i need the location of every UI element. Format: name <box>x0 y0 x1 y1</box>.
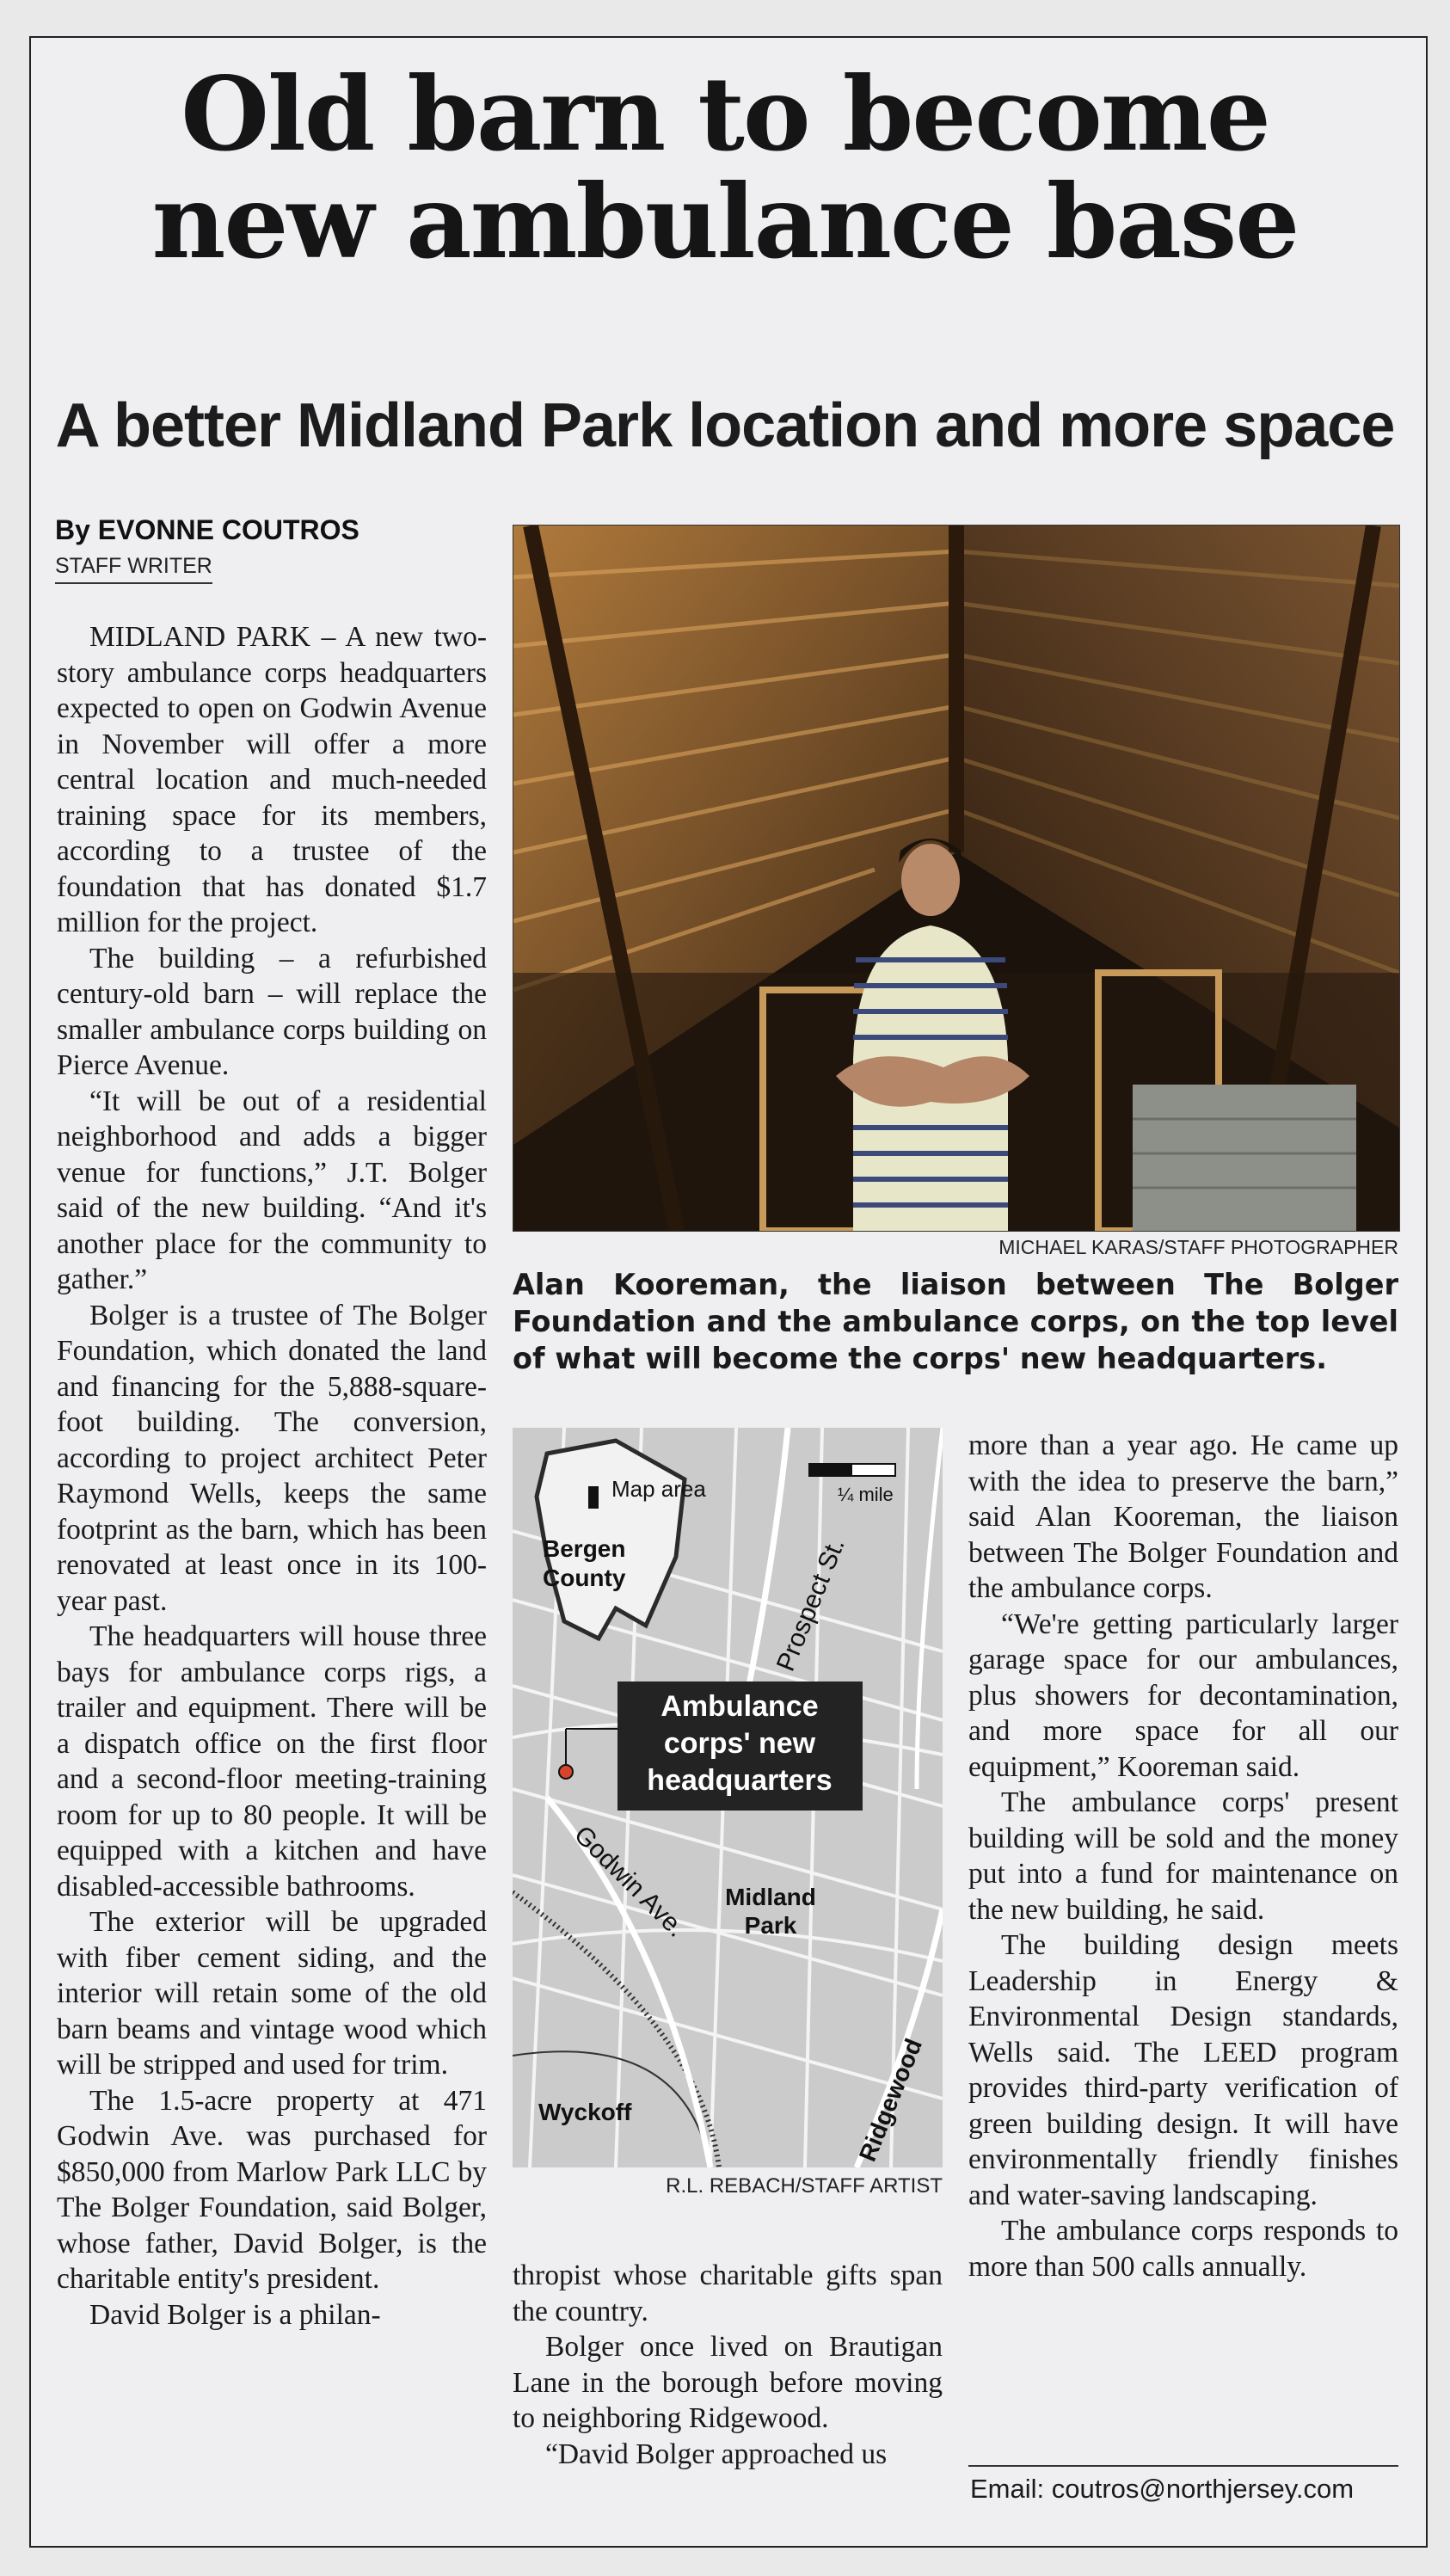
map-inset-label: Map area <box>611 1476 706 1502</box>
headline-line-1: Old barn to become <box>181 54 1269 174</box>
paragraph: thropist whose charitable gifts span the country. <box>513 2259 943 2327</box>
article-column-3 <box>968 1428 1398 2284</box>
callout-line-3: headquarters <box>647 1764 833 1797</box>
county-label-line-1: Bergen <box>543 1535 626 1562</box>
street-label-prospect: Prospect St. <box>771 1534 851 1675</box>
email-divider <box>968 2465 1398 2467</box>
locator-map <box>513 1428 943 2167</box>
paragraph: The building – a refurbished century-old barn – will replace the smaller ambulance corps building on Pierce Avenue. <box>57 942 487 1081</box>
barn-interior-photo <box>513 525 1400 1232</box>
callout-line-2: corps' new <box>663 1727 816 1760</box>
paragraph: Bolger once lived on Brautigan Lane in the borough before moving to neighboring Ridgewood. <box>513 2331 943 2434</box>
town-label-ridgewood: Ridgewood <box>853 2034 928 2166</box>
paragraph: “David Bolger approached us <box>545 2438 888 2470</box>
photo-caption: Alan Kooreman, the liaison between The Bolger Foundation and the ambulance corps, on the top level of what will become the corps' new headquarters. <box>513 1268 1398 1375</box>
paragraph: The ambulance corps' present building will be sold and the money put into a fund for maintenance on the new building, he said. <box>968 1786 1398 1926</box>
paragraph: David Bolger is a philan- <box>89 2298 381 2331</box>
subheadline: A better Midland Park location and more space <box>55 391 1395 460</box>
paragraph: MIDLAND PARK – A new two-story ambulance corps headquarters expected to open on Godwin Avenue in November will offer a more central location and much-needed training space for its members, according to a trustee of the foundation that has donated $1.7 million for the project. <box>57 621 487 938</box>
headline-line-2: new ambulance base <box>151 162 1299 281</box>
county-label-line-2: County <box>543 1565 626 1591</box>
callout-line-1: Ambulance <box>660 1690 819 1723</box>
town-label-wyckoff: Wyckoff <box>538 2099 632 2125</box>
map-credit: R.L. REBACH/STAFF ARTIST <box>666 2174 943 2198</box>
paragraph: The headquarters will house three bays for ambulance corps rigs, a trailer and equipment. There will be a dispatch office on the first floor and a second-floor meeting-training room for up to 80 people. It will be equipped with a kitchen and have disabled-accessible bathrooms. <box>57 1620 487 1903</box>
paragraph: The exterior will be upgraded with fiber cement siding, and the interior will retain some of the old barn beams and vintage wood which will be stripped and used for trim. <box>57 1906 487 2081</box>
byline-author: By EVONNE COUTROS <box>55 514 359 545</box>
article-column-1 <box>57 619 487 2333</box>
paragraph: The building design meets Leadership in Energy & Environmental Design standards, Wells said. The LEED program provides third-party verification of green building design. It will have environmentally friendly finishes and water-saving landscaping. <box>968 1929 1398 2211</box>
town-label-midland-2: Park <box>744 1912 797 1939</box>
article-column-2 <box>513 2258 943 2472</box>
headline <box>52 54 1398 281</box>
paragraph: more than a year ago. He came up with the idea to preserve the barn,” said Alan Kooreman, the liaison between The Bolger Foundation and the ambulance corps. <box>968 1429 1398 1604</box>
paragraph: The 1.5-acre property at 471 Godwin Ave. was purchased for $850,000 from Marlow Park LLC by The Bolger Foundation, said Bolger, whose father, David Bolger, is the charitable entity's president. <box>57 2084 487 2295</box>
paragraph: Bolger is a trustee of The Bolger Foundation, which donated the land and financing for the 5,888-square-foot building. The conversion, according to project architect Peter Raymond Wells, keeps the same footprint as the barn, which has been renovated at least once in its 100-year past. <box>57 1299 487 1617</box>
street-label-godwin: Godwin Ave. <box>568 1820 691 1943</box>
author-email: Email: coutros@northjersey.com <box>970 2474 1355 2504</box>
photo-credit: MICHAEL KARAS/STAFF PHOTOGRAPHER <box>998 1236 1398 1258</box>
scale-label: ¼ mile <box>838 1484 894 1505</box>
byline-role: STAFF WRITER <box>55 554 212 584</box>
town-label-midland-1: Midland <box>725 1884 816 1910</box>
headquarters-marker <box>559 1765 573 1779</box>
paragraph: “We're getting particularly larger garage space for our ambulances, plus showers for decontamination, and more space for all our equipment,” Kooreman said. <box>968 1608 1398 1783</box>
paragraph: The ambulance corps responds to more than 500 calls annually. <box>968 2215 1398 2283</box>
paragraph: “It will be out of a residential neighborhood and adds a bigger venue for functions,” J.T. Bolger said of the new building. “And it's another place for the community to gather.” <box>57 1085 487 1295</box>
